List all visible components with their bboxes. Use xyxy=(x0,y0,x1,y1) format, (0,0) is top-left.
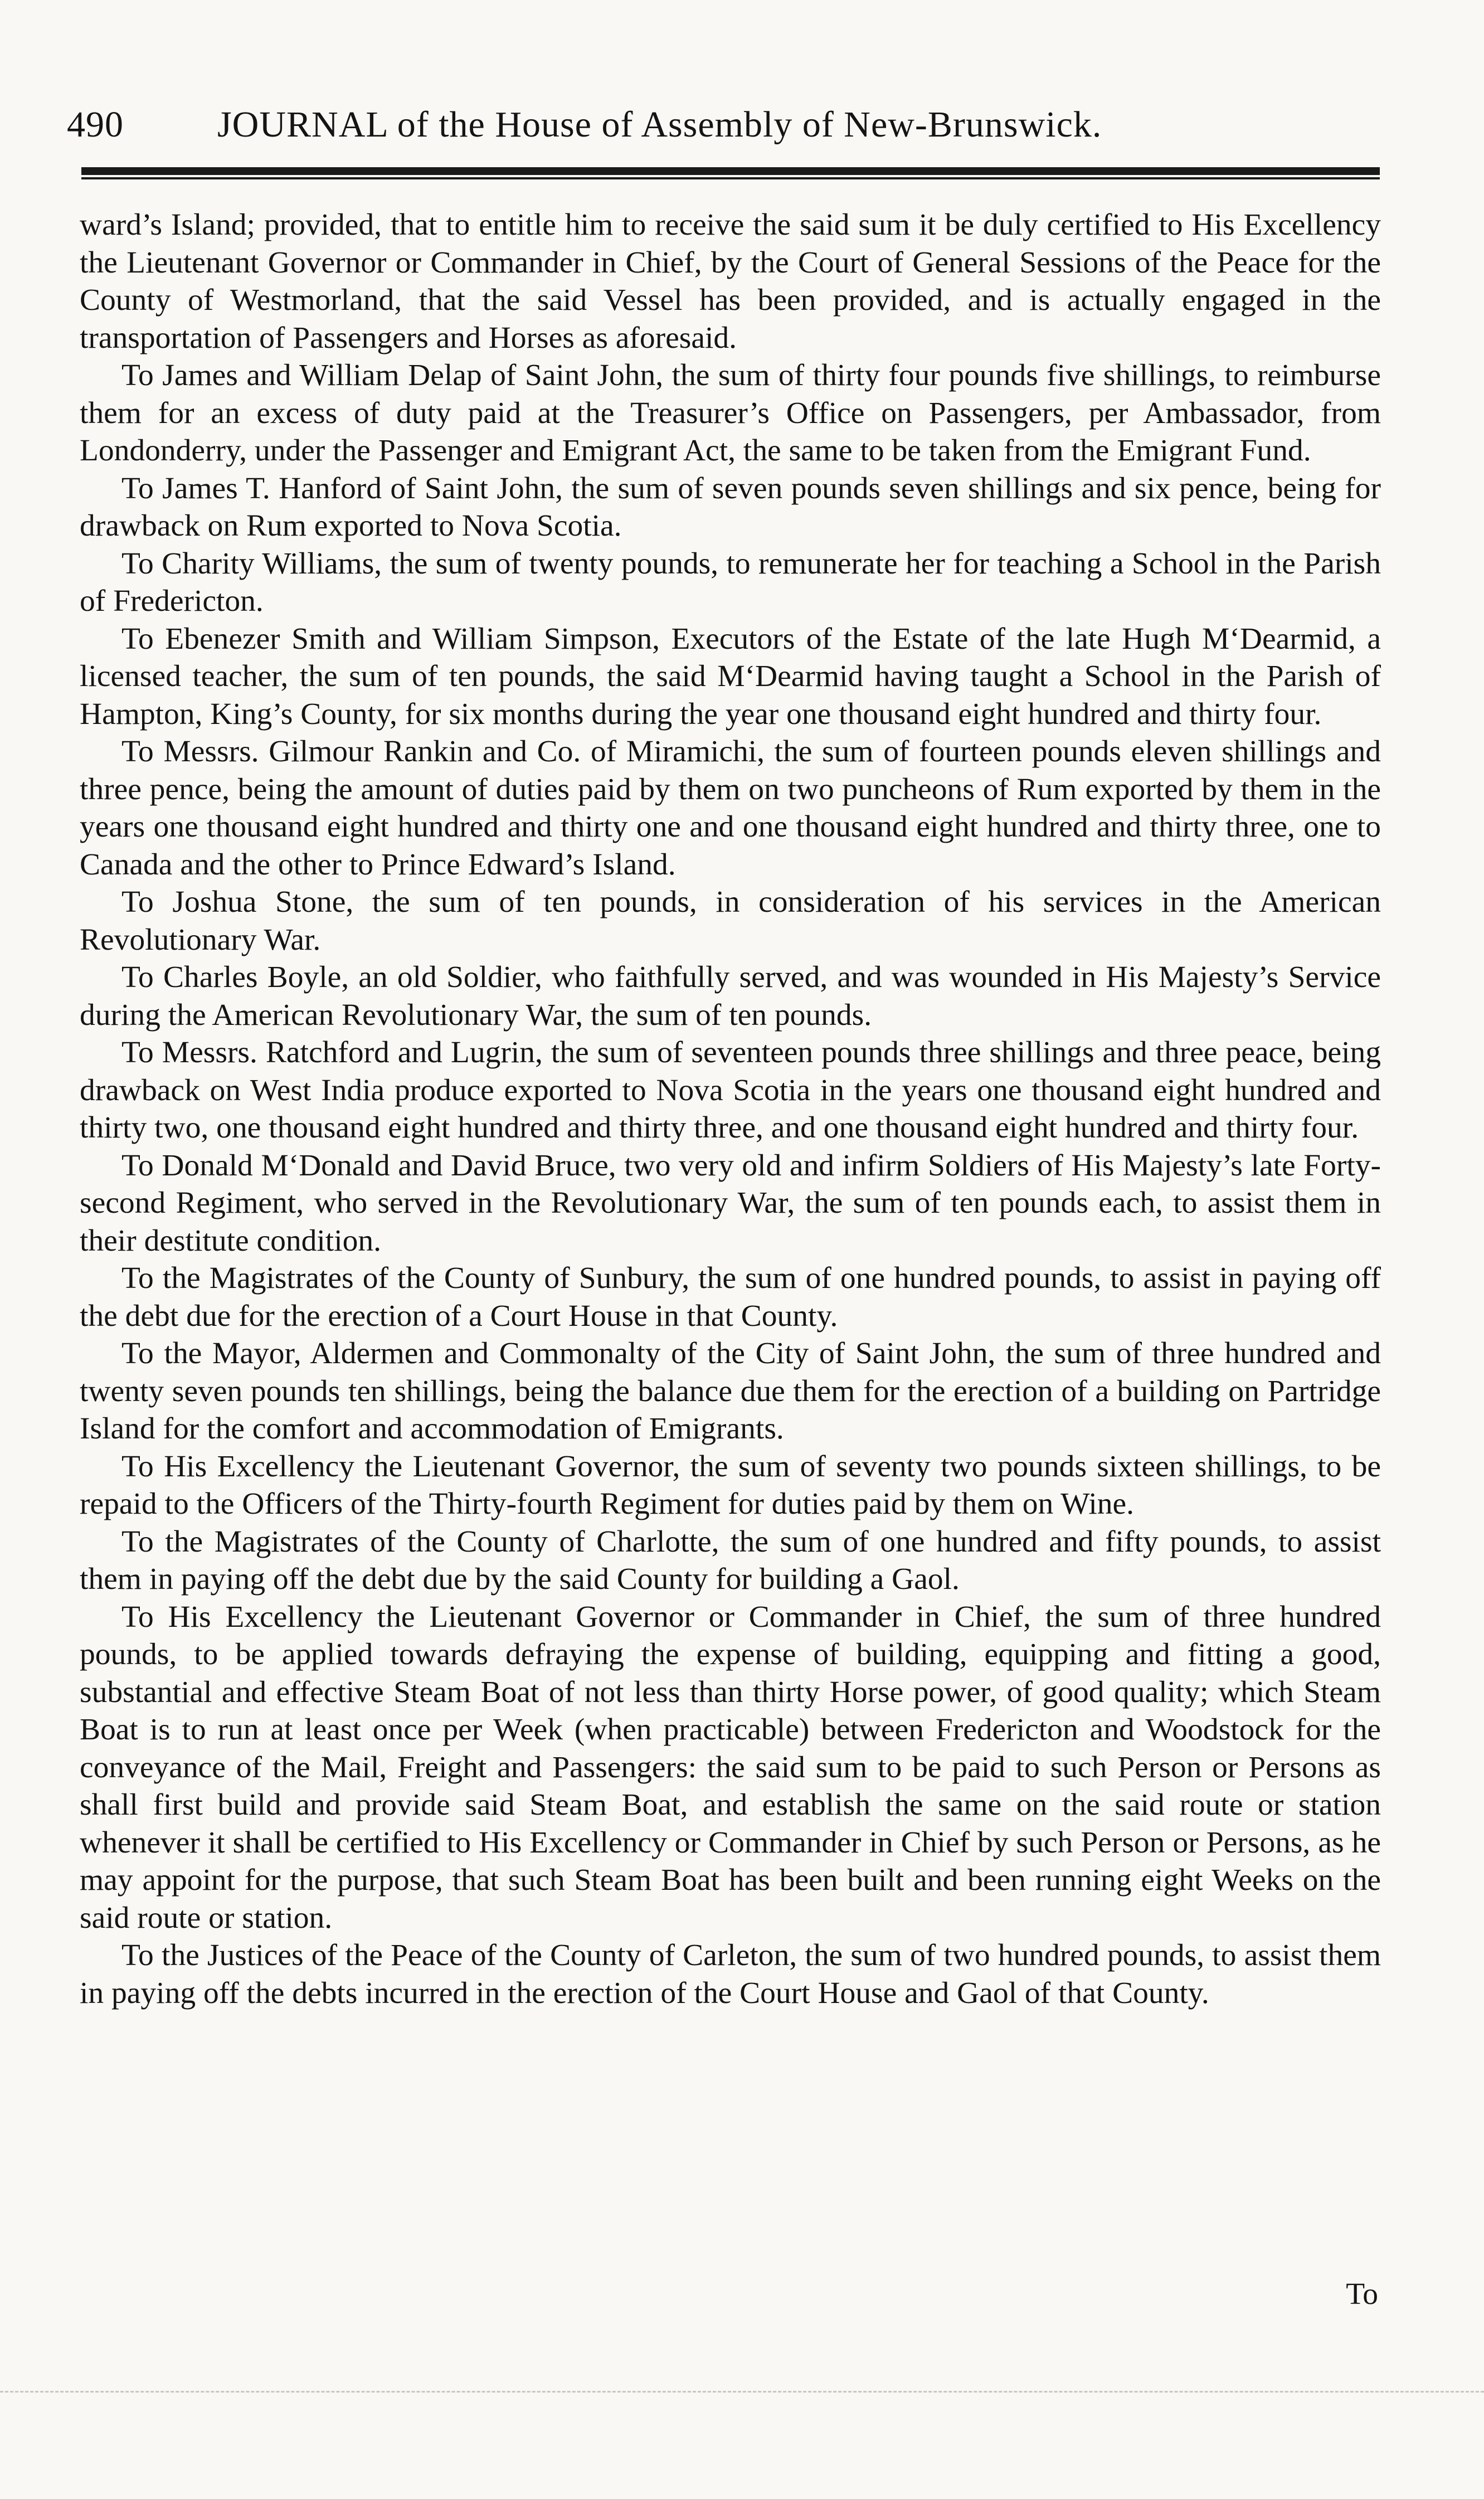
paragraph-mcdonald-bruce: To Donald M‘Donald and David Bruce, two very old and infirm Soldiers of His Majesty’s late Forty-second Regiment, who served in the Revolutionary War, the sum of ten pounds each, to assist them in their destitute condition. xyxy=(80,1148,1381,1258)
paragraph-lieutenant-governor: To His Excellency the Lieutenant Governor, the sum of seventy two pounds sixteen shillings, to be repaid to the Officers of the Thirty-fourth Regiment for duties paid by them on Wine. xyxy=(80,1449,1381,1521)
paragraph-sunbury: To the Magistrates of the County of Sunbury, the sum of one hundred pounds, to assist in paying off the debt due for the erection of a Court House in that County. xyxy=(80,1261,1381,1333)
page-edge xyxy=(0,2391,1484,2394)
paragraph-continued: ward’s Island; provided, that to entitle him to receive the said sum it be duly certified to His Excellency the Lieutenant Governor or Commander in Chief, by the Court of General Sessions of the Peace for the County of Westmorland, that the said Vessel has been provided, and is actually engaged in the transportation of Passengers and Horses as aforesaid. xyxy=(80,208,1381,355)
journal-text xyxy=(80,206,1381,2012)
paragraph-ratchford-lugrin: To Messrs. Ratchford and Lugrin, the sum of seventeen pounds three shillings and three peace, being drawback on West India produce exported to Nova Scotia in the years one thousand eight hundred and thirty two, one thousand eight hundred and thirty three, and one thousand eight hundred and thirty four. xyxy=(80,1035,1381,1145)
paragraph-gilmour-rankin: To Messrs. Gilmour Rankin and Co. of Miramichi, the sum of fourteen pounds eleven shillings and three pence, being the amount of duties paid by them on two puncheons of Rum exported by them in the years one thousand eight hundred and thirty one and one thousand eight hundred and thirty three, one to Canada and the other to Prince Edward’s Island. xyxy=(80,735,1381,882)
paragraph-hanford: To James T. Hanford of Saint John, the sum of seven pounds seven shillings and six pence, being for drawback on Rum exported to Nova Scotia. xyxy=(80,471,1381,543)
paragraph-saint-john: To the Mayor, Aldermen and Commonalty of the City of Saint John, the sum of three hundred and twenty seven pounds ten shillings, being the balance due them for the erection of a building on Partridge Island for the comfort and accommodation of Emigrants. xyxy=(80,1336,1381,1446)
running-head: JOURNAL of the House of Assembly of New-Brunswick. xyxy=(217,104,1102,145)
catchword: To xyxy=(1346,2277,1378,2311)
paragraph-smith-simpson: To Ebenezer Smith and William Simpson, Executors of the Estate of the late Hugh M‘Dearmid, a licensed teacher, the sum of ten pounds, the said M‘Dearmid having taught a School in the Parish of Hampton, King’s County, for six months during the year one thousand eight hundred and thirty four. xyxy=(80,621,1381,731)
paragraph-steam-boat: To His Excellency the Lieutenant Governor or Commander in Chief, the sum of three hundred pounds, to be applied towards defraying the expense of building, equipping and fitting a good, substantial and effective Steam Boat of not less than thirty Horse power, of good quality; which Steam Boat is to run at least once per Week (when practicable) between Fredericton and Woodstock for the conveyance of the Mail, Freight and Passengers: the said sum to be paid to such Person or Persons as shall first build and provide said Steam Boat, and establish the same on the said route or station whenever it shall be certified to His Excellency or Commander in Chief by such Person or Persons, as he may appoint for the purpose, that such Steam Boat has been built and been running eight Weeks on the said route or station. xyxy=(80,1599,1381,1935)
paragraph-delap: To James and William Delap of Saint John, the sum of thirty four pounds five shillings, to reimburse them for an excess of duty paid at the Treasurer’s Office on Passengers, per Ambassador, from Londonderry, under the Passenger and Emigrant Act, the same to be taken from the Emigrant Fund. xyxy=(80,358,1381,468)
paragraph-stone: To Joshua Stone, the sum of ten pounds, in consideration of his services in the American Revolutionary War. xyxy=(80,885,1381,957)
paragraph-williams: To Charity Williams, the sum of twenty pounds, to remunerate her for teaching a School in the Parish of Fredericton. xyxy=(80,546,1381,618)
page-number: 490 xyxy=(67,104,124,145)
page-header xyxy=(67,100,1388,156)
paragraph-boyle: To Charles Boyle, an old Soldier, who faithfully served, and was wounded in His Majesty’s Service during the American Revolutionary War, the sum of ten pounds. xyxy=(80,960,1381,1032)
header-rule xyxy=(81,167,1380,175)
paragraph-carleton: To the Justices of the Peace of the County of Carleton, the sum of two hundred pounds, to assist them in paying off the debts incurred in the erection of the Court House and Gaol of that County. xyxy=(80,1938,1381,2010)
paragraph-charlotte: To the Magistrates of the County of Charlotte, the sum of one hundred and fifty pounds, to assist them in paying off the debt due by the said County for building a Gaol. xyxy=(80,1524,1381,1596)
